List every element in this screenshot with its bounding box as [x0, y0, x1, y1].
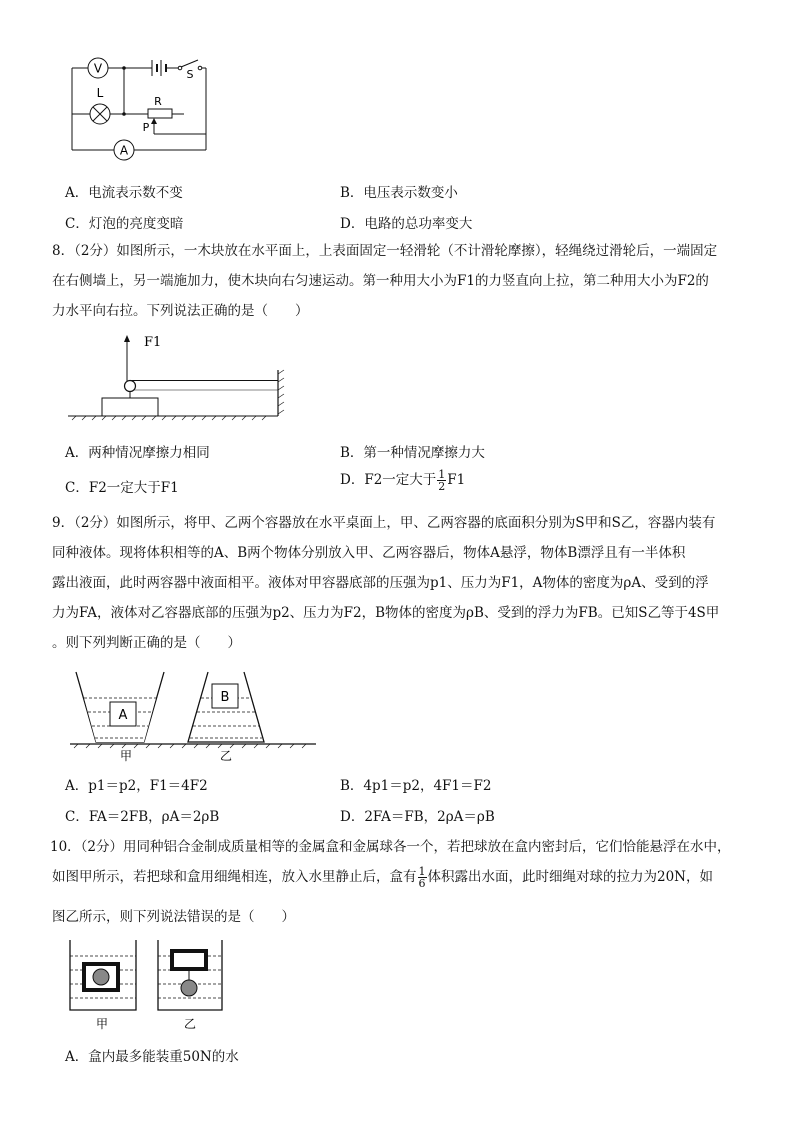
- q9-line-2: 同种液体。现将体积相等的A、B两个物体分别放入甲、乙两容器后，物体A悬浮，物体B漂浮且有一半体积: [52, 545, 686, 561]
- q9-line-5: 。则下列判断正确的是（ ）: [52, 635, 241, 651]
- q8-line-1: 8．（2分）如图所示，一木块放在水平面上，上表面固定一轻滑轮（不计滑轮摩擦），轻绳绕过滑轮后，一端固定: [52, 243, 718, 259]
- fraction-denominator: 6: [418, 877, 426, 890]
- ammeter-label: A: [119, 143, 129, 158]
- q8-option-a: A．两种情况摩擦力相同: [65, 445, 210, 461]
- q9-option-a: A．p1＝p2，F1＝4F2: [65, 778, 208, 794]
- q10-option-a: A．盒内最多能装重50N的水: [65, 1049, 239, 1065]
- q9-option-d: D．2FA＝FB，2ρA＝ρB: [340, 809, 495, 825]
- voltmeter-label: V: [93, 61, 103, 76]
- container-jia-label: 甲: [119, 749, 133, 763]
- fraction-numerator: 1: [418, 865, 426, 878]
- circuit-diagram: [60, 52, 260, 162]
- rheostat-label: R: [154, 95, 162, 108]
- q9-option-c: C．FA＝2FB，ρA＝2ρB: [65, 809, 220, 825]
- q7-option-c: C．灯泡的亮度变暗: [65, 216, 184, 232]
- beaker-jia-label: 甲: [95, 1017, 109, 1031]
- q8-option-d-text: D．F2一定大于: [340, 472, 437, 488]
- q7-option-a: A．电流表示数不变: [65, 185, 183, 201]
- q9-line-1: 9．（2分）如图所示，将甲、乙两个容器放在水平桌面上，甲、乙两容器的底面积分别为S甲和S乙，容器内装有: [52, 515, 716, 531]
- object-a-label: A: [118, 708, 128, 723]
- lamp-label: L: [96, 86, 104, 100]
- container-yi-label: 乙: [219, 749, 233, 763]
- fraction-numerator: 1: [438, 468, 446, 481]
- q9-option-b: B．4p1＝p2，4F1＝F2: [340, 778, 492, 794]
- q10-fraction: [418, 866, 427, 889]
- q8-option-d-fraction: [437, 469, 446, 492]
- q10-line-2-tail: 体积露出水面，此时细绳对球的拉力为20N，如: [427, 869, 713, 885]
- q10-line-1: 10．（2分）用同种铝合金制成质量相等的金属盒和金属球各一个，若把球放在盒内密封后，它们恰能悬浮在水中，: [50, 839, 731, 855]
- q9-line-3: 露出液面，此时两容器中液面相平。液体对甲容器底部的压强为p1、压力为F1，A物体的密度为ρA、受到的浮: [52, 575, 709, 591]
- containers-diagram: [66, 668, 346, 768]
- q8-option-d: [340, 468, 465, 492]
- q10-line-2: [52, 862, 713, 892]
- q8-option-c: C．F2一定大于F1: [65, 480, 179, 496]
- object-b-label: B: [220, 690, 230, 705]
- q8-stem: [52, 236, 752, 326]
- q9-line-4: 力为FA，液体对乙容器底部的压强为p2、压力为F2，B物体的密度为ρB、受到的浮力为FB。已知S乙等于4S甲: [52, 605, 720, 621]
- q8-line-2: 在右侧墙上，另一端施加力，使木块向右匀速运动。第一种用大小为F1的力竖直向上拉，第二种用大小为F2的: [52, 273, 709, 289]
- q10-line-2-text: 如图甲所示，若把球和盒用细绳相连，放入水里静止后，盒有: [52, 869, 417, 885]
- box-ball-diagram: [64, 938, 264, 1048]
- beaker-yi-label: 乙: [183, 1017, 197, 1031]
- q8-option-d-tail: F1: [447, 472, 466, 488]
- q8-line-3: 力水平向右拉。下列说法正确的是（ ）: [52, 303, 309, 319]
- q7-option-b: B．电压表示数变小: [340, 185, 458, 201]
- q8-option-b: B．第一种情况摩擦力大: [340, 445, 485, 461]
- force-f1-label: F1: [144, 335, 162, 350]
- switch-label: S: [186, 68, 194, 81]
- q9-stem: [52, 508, 752, 658]
- pulley-block-diagram: [64, 332, 294, 422]
- slider-label: P: [142, 121, 150, 134]
- q10-line-3: 图乙所示，则下列说法错误的是（ ）: [52, 909, 295, 925]
- q7-option-d: D．电路的总功率变大: [340, 216, 473, 232]
- fraction-denominator: 2: [438, 480, 446, 493]
